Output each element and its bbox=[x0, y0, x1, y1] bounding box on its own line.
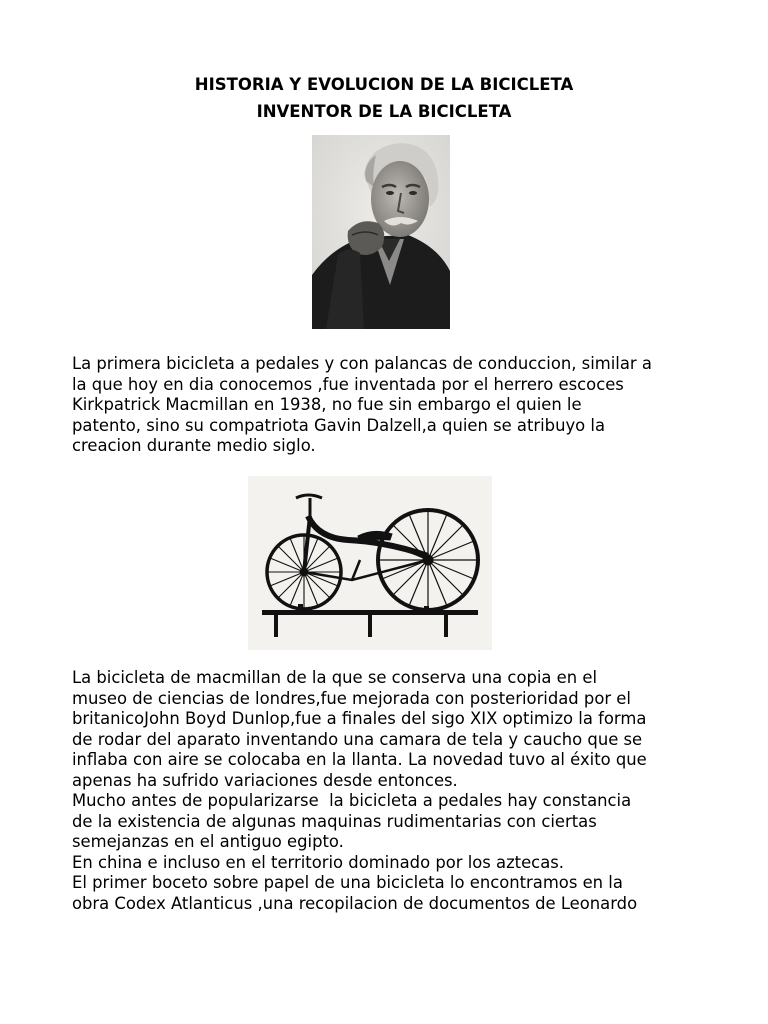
paragraph-line: britanicoJohn Boyd Dunlop,fue a finales del sigo XIX optimizo la forma bbox=[72, 709, 647, 728]
paragraph-line: La primera bicicleta a pedales y con palancas de conduccion, similar a bbox=[72, 354, 652, 373]
document-subtitle: INVENTOR DE LA BICICLETA bbox=[256, 102, 512, 121]
paragraph-2 bbox=[72, 668, 712, 914]
paragraph-line: En china e incluso en el territorio dominado por los aztecas. bbox=[72, 852, 564, 872]
paragraph-1 bbox=[72, 354, 712, 457]
paragraph-line: La bicicleta de macmillan de la que se conserva una copia en el bbox=[72, 668, 598, 687]
paragraph-line: semejanzas en el antiguo egipto. bbox=[72, 832, 344, 851]
bicycle-photo bbox=[248, 476, 492, 650]
paragraph-line: Mucho antes de popularizarse la bicicleta a pedales hay constancia bbox=[72, 791, 632, 810]
paragraph-line: la que hoy en dia conocemos ,fue inventada por el herrero escoces bbox=[72, 374, 624, 394]
document-title: HISTORIA Y EVOLUCION DE LA BICICLETA bbox=[194, 75, 574, 94]
paragraph-line: de la existencia de algunas maquinas rudimentarias con ciertas bbox=[72, 811, 597, 831]
paragraph-line: de rodar del aparato inventando una camara de tela y caucho que se bbox=[72, 729, 643, 749]
paragraph-line: Kirkpatrick Macmillan en 1938, no fue sin embargo el quien le bbox=[72, 395, 582, 414]
paragraph-line: patento, sino su compatriota Gavin Dalzell,a quien se atribuyo la bbox=[72, 415, 605, 435]
paragraph-line: apenas ha sufrido variaciones desde entonces. bbox=[72, 770, 458, 790]
paragraph-line: El primer boceto sobre papel de una bicicleta lo encontramos en la bbox=[72, 873, 623, 892]
paragraph-line: creacion durante medio siglo. bbox=[72, 436, 316, 455]
portrait-photo-icon bbox=[312, 135, 450, 329]
bicycle-photo-icon bbox=[248, 476, 492, 650]
paragraph-line: museo de ciencias de londres,fue mejorada con posterioridad por el bbox=[72, 688, 631, 708]
paragraph-line: inflaba con aire se colocaba en la llanta. La novedad tuvo al éxito que bbox=[72, 750, 647, 769]
portrait-photo bbox=[312, 135, 450, 329]
paragraph-line: obra Codex Atlanticus ,una recopilacion de documentos de Leonardo bbox=[72, 893, 638, 913]
